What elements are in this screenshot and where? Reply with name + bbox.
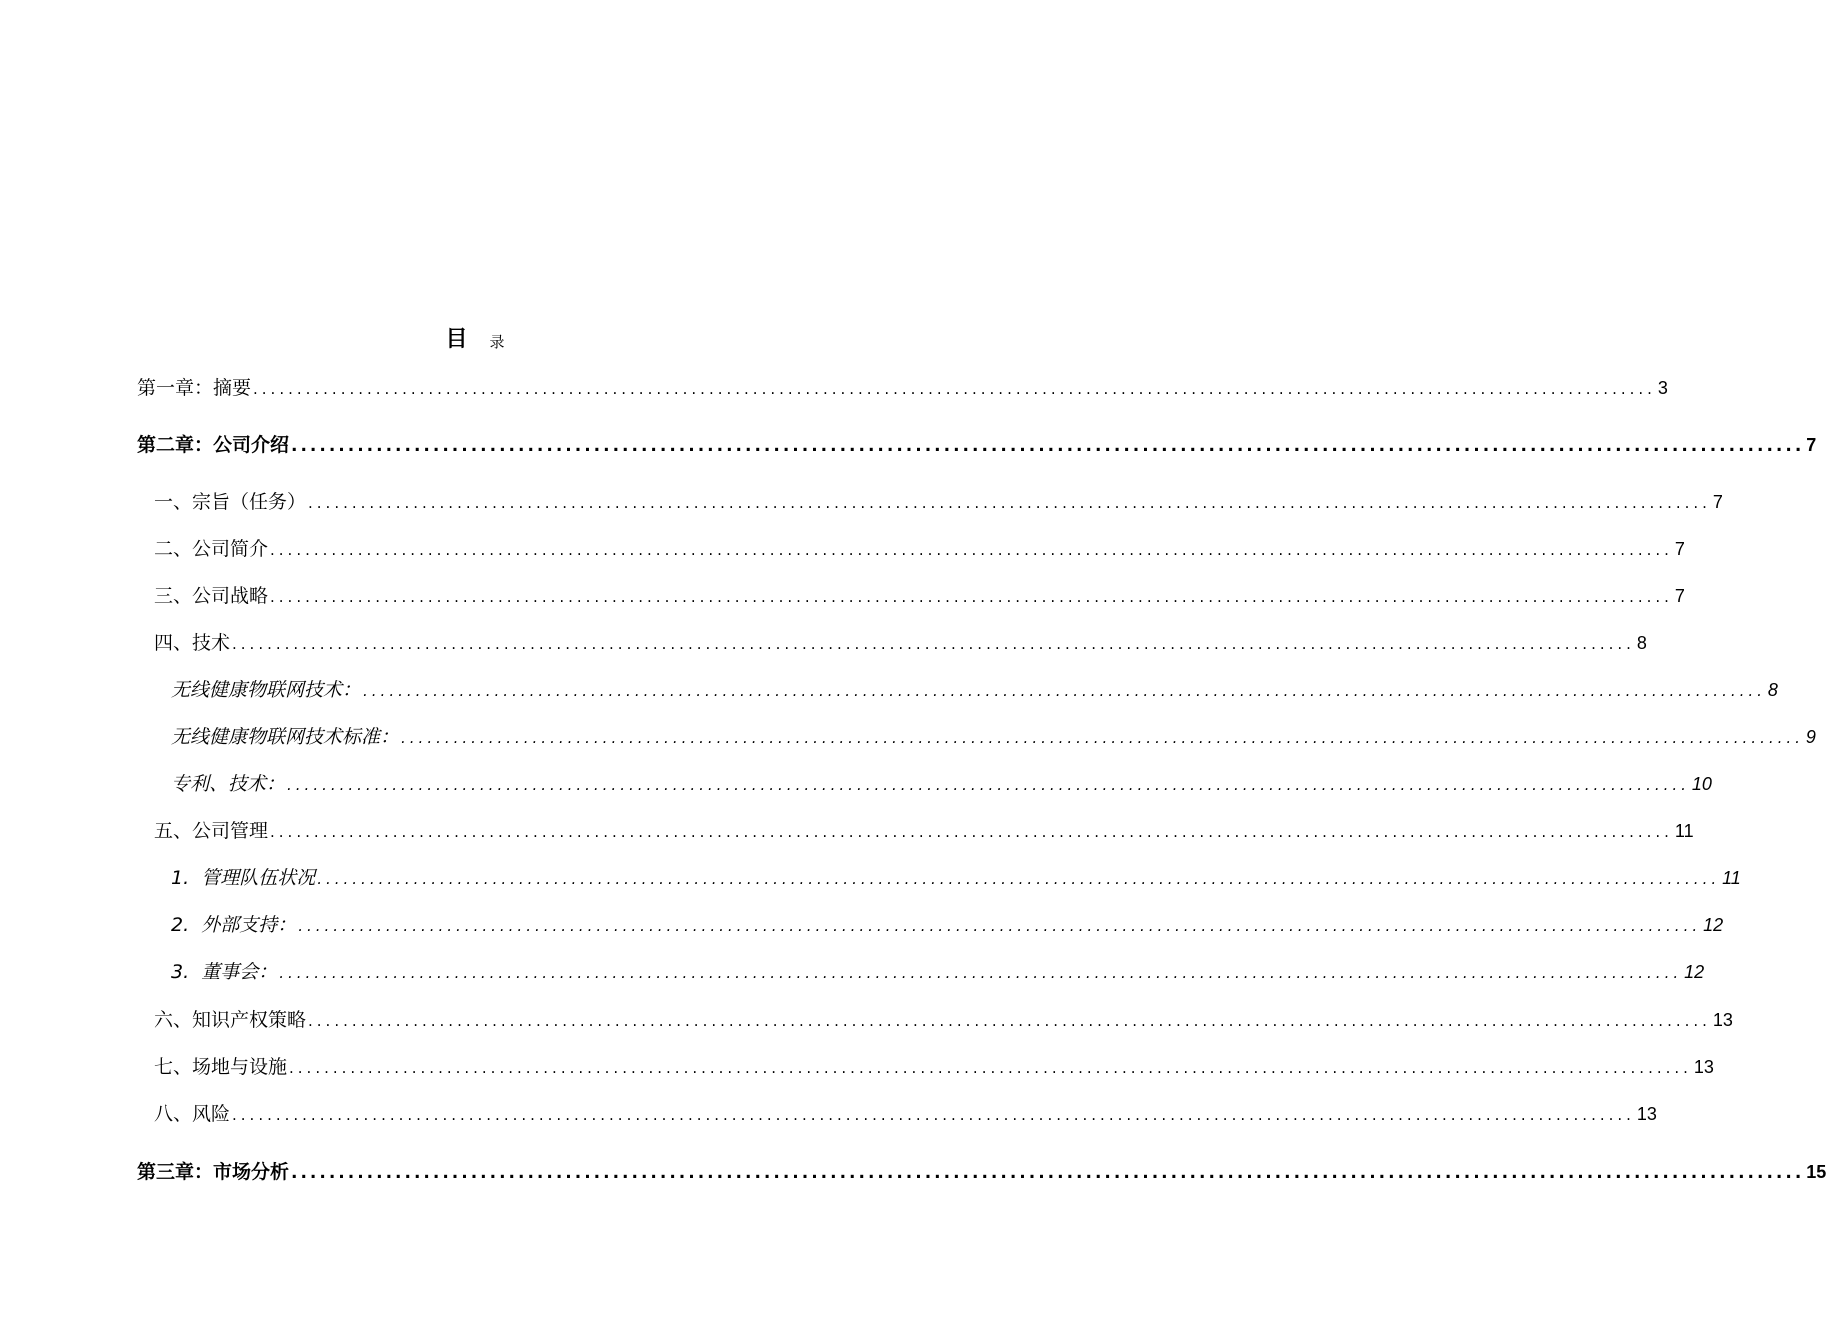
toc-leader-dots: ................................................................................................................................................................ [232,1106,1635,1124]
toc-title-main: 目 [445,327,468,352]
toc-page-number: 7 [1674,586,1685,606]
toc-page-number: 3 [1657,378,1668,398]
toc-page-number: 8 [1767,680,1778,700]
toc-leader-dots: ................................................................................................................................................................ [289,1059,1692,1077]
toc-leader-dots: ................................................................................................................................................................ [287,776,1690,794]
toc-entry-label: 2. 外部支持： [171,914,297,936]
toc-entry-label: 第三章：市场分析 [137,1161,290,1183]
toc-page-number: 13 [1712,1010,1733,1030]
toc-entry-section-4[interactable] [154,625,1647,655]
toc-page-number: 11 [1722,868,1741,888]
toc-page-number: 11 [1674,821,1694,841]
toc-leader-dots: ................................................................................................................................................................ [308,1012,1711,1030]
toc-entry-label: 无线健康物联网技术： [171,679,362,701]
toc-entry-section-3[interactable] [154,578,1685,608]
toc-page-number: 13 [1693,1057,1714,1077]
toc-entry-label: 专利、技术： [171,773,286,795]
toc-leader-dots: ................................................................................................................................................................ [317,870,1721,888]
toc-entry-label: 第一章：摘要 [137,377,252,399]
toc-entry-subsection-5-3[interactable] [171,954,1705,984]
toc-entry-label: 一、宗旨（任务） [154,491,307,513]
toc-entry-section-1[interactable] [154,484,1723,514]
toc-page-number: 7 [1806,435,1817,455]
toc-page-number: 12 [1703,915,1724,935]
toc-entry-label: 六、知识产权策略 [154,1009,307,1031]
toc-leader-dots: ................................................................................................................................................................ [291,1163,1805,1183]
toc-entry-section-7[interactable] [154,1049,1714,1079]
toc-entry-label: 第二章：公司介绍 [137,434,290,456]
toc-leader-dots: ................................................................................................................................................................ [253,380,1656,398]
toc-entry-chapter-1[interactable] [137,370,1668,400]
toc-entry-label: 二、公司简介 [154,538,269,560]
toc-entry-label: 1. 管理队伍状况 [171,867,316,889]
toc-entry-section-5[interactable] [154,813,1694,843]
toc-entry-subsection-5-2[interactable] [171,907,1724,937]
toc-entry-section-6[interactable] [154,1002,1733,1032]
toc-page-number: 13 [1636,1104,1657,1124]
toc-leader-dots: ................................................................................................................................................................ [291,436,1805,456]
toc-entry-label: 无线健康物联网技术标准： [171,726,400,748]
toc-leader-dots: ................................................................................................................................................................ [298,917,1702,935]
toc-leader-dots: ................................................................................................................................................................ [232,635,1635,653]
toc-leader-dots: ................................................................................................................................................................ [270,588,1673,606]
toc-entry-section-8[interactable] [154,1096,1657,1126]
toc-leader-dots: ................................................................................................................................................................ [279,964,1683,982]
toc-page-number: 9 [1805,727,1816,747]
toc-page-number: 12 [1684,962,1705,982]
toc-page-number: 7 [1712,492,1723,512]
toc-page-number: 7 [1674,539,1685,559]
toc-page-number: 15 [1806,1162,1826,1182]
toc-entry-chapter-3[interactable] [137,1154,1826,1184]
toc-entry-subsection-4-3[interactable] [171,766,1712,796]
toc-leader-dots: ................................................................................................................................................................ [270,823,1673,841]
toc-page-number: 8 [1636,633,1647,653]
toc-leader-dots: ................................................................................................................................................................ [401,729,1804,747]
toc-entry-label: 四、技术 [154,632,231,654]
toc-entry-label: 3. 董事会： [171,961,278,983]
toc-entry-section-2[interactable] [154,531,1685,561]
toc-entry-label: 八、风险 [154,1103,231,1125]
toc-entry-label: 五、公司管理 [154,820,269,842]
toc-entry-label: 三、公司战略 [154,585,269,607]
toc-leader-dots: ................................................................................................................................................................ [308,494,1711,512]
toc-leader-dots: ................................................................................................................................................................ [270,541,1673,559]
toc-entry-subsection-4-2[interactable] [171,719,1816,749]
toc-page-number: 10 [1691,774,1712,794]
toc-entry-label: 七、场地与设施 [154,1056,288,1078]
toc-entry-subsection-4-1[interactable] [171,672,1778,702]
toc-leader-dots: ................................................................................................................................................................ [363,682,1766,700]
toc-entry-subsection-5-1[interactable] [171,860,1741,890]
toc-title [0,322,950,358]
toc-entry-chapter-2[interactable] [137,427,1817,457]
toc-title-sub: 录 [489,333,505,351]
